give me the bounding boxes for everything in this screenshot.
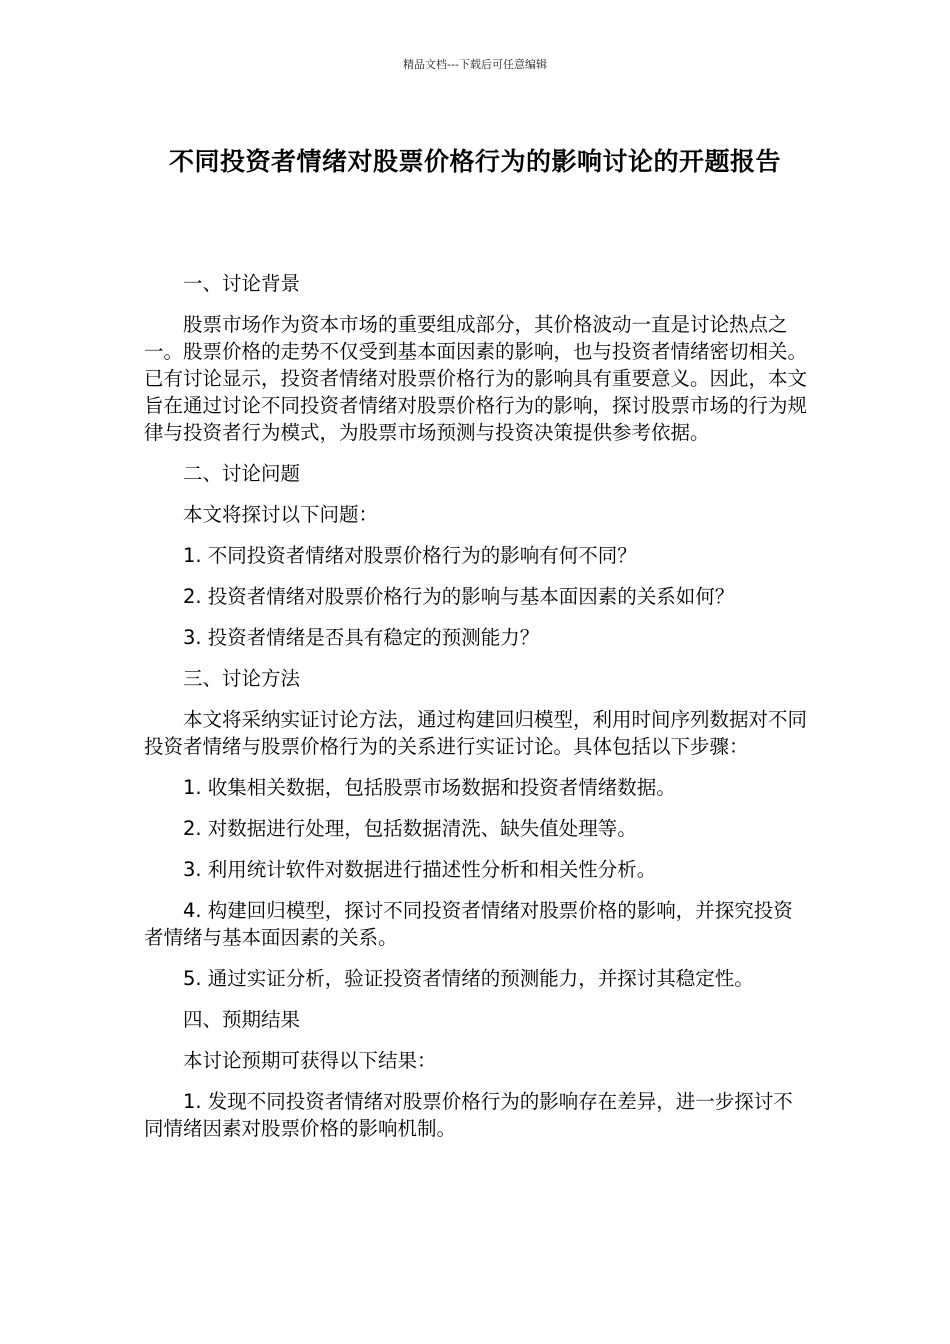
- paragraph-questions-intro: 本文将探讨以下问题：: [183, 503, 379, 526]
- question-item-3: 3. 投资者情绪是否具有稳定的预测能力？: [183, 626, 540, 649]
- paragraph-background: 股票市场作为资本市场的重要组成部分，其价格波动一直是讨论热点之一。股票价格的走势不仅受到基本面因素的影响，也与投资者情绪密切相关。已有讨论显示，投资者情绪对股票价格行为的影响具有重要意义。因此，本文旨在通过讨论不同投资者情绪对股票价格行为的影响，探讨股票市场的行为规律与投资者行为模式，为股票市场预测与投资决策提供参考依据。: [144, 313, 808, 444]
- question-item-1: 1. 不同投资者情绪对股票价格行为的影响有何不同？: [183, 544, 637, 567]
- section-heading-background: 一、讨论背景: [183, 272, 301, 295]
- method-step-5: 5. 通过实证分析，验证投资者情绪的预测能力，并探讨其稳定性。: [183, 967, 754, 990]
- section-heading-methods: 三、讨论方法: [183, 667, 301, 690]
- document-body: [144, 270, 808, 1156]
- section-heading-questions: 二、讨论问题: [183, 462, 301, 485]
- document-title: 不同投资者情绪对股票价格行为的影响讨论的开题报告: [168, 147, 781, 176]
- header-note: 精品文档---下载后可任意编辑: [403, 58, 547, 71]
- method-step-2: 2. 对数据进行处理，包括数据清洗、缺失值处理等。: [183, 817, 637, 840]
- paragraph-methods-intro: 本文将采纳实证讨论方法，通过构建回归模型，利用时间序列数据对不同投资者情绪与股票价格行为的关系进行实证讨论。具体包括以下步骤：: [144, 708, 808, 758]
- method-step-3: 3. 利用统计软件对数据进行描述性分析和相关性分析。: [183, 858, 657, 881]
- section-heading-expected-results: 四、预期结果: [183, 1008, 301, 1031]
- result-item-1: 1. 发现不同投资者情绪对股票价格行为的影响存在差异，进一步探讨不同情绪因素对股票价格的影响机制。: [144, 1090, 793, 1140]
- question-item-2: 2. 投资者情绪对股票价格行为的影响与基本面因素的关系如何？: [183, 585, 735, 608]
- paragraph-results-intro: 本讨论预期可获得以下结果：: [183, 1049, 437, 1072]
- method-step-4: 4. 构建回归模型，探讨不同投资者情绪对股票价格的影响，并探究投资者情绪与基本面因素的关系。: [144, 899, 793, 949]
- method-step-1: 1. 收集相关数据，包括股票市场数据和投资者情绪数据。: [183, 776, 676, 799]
